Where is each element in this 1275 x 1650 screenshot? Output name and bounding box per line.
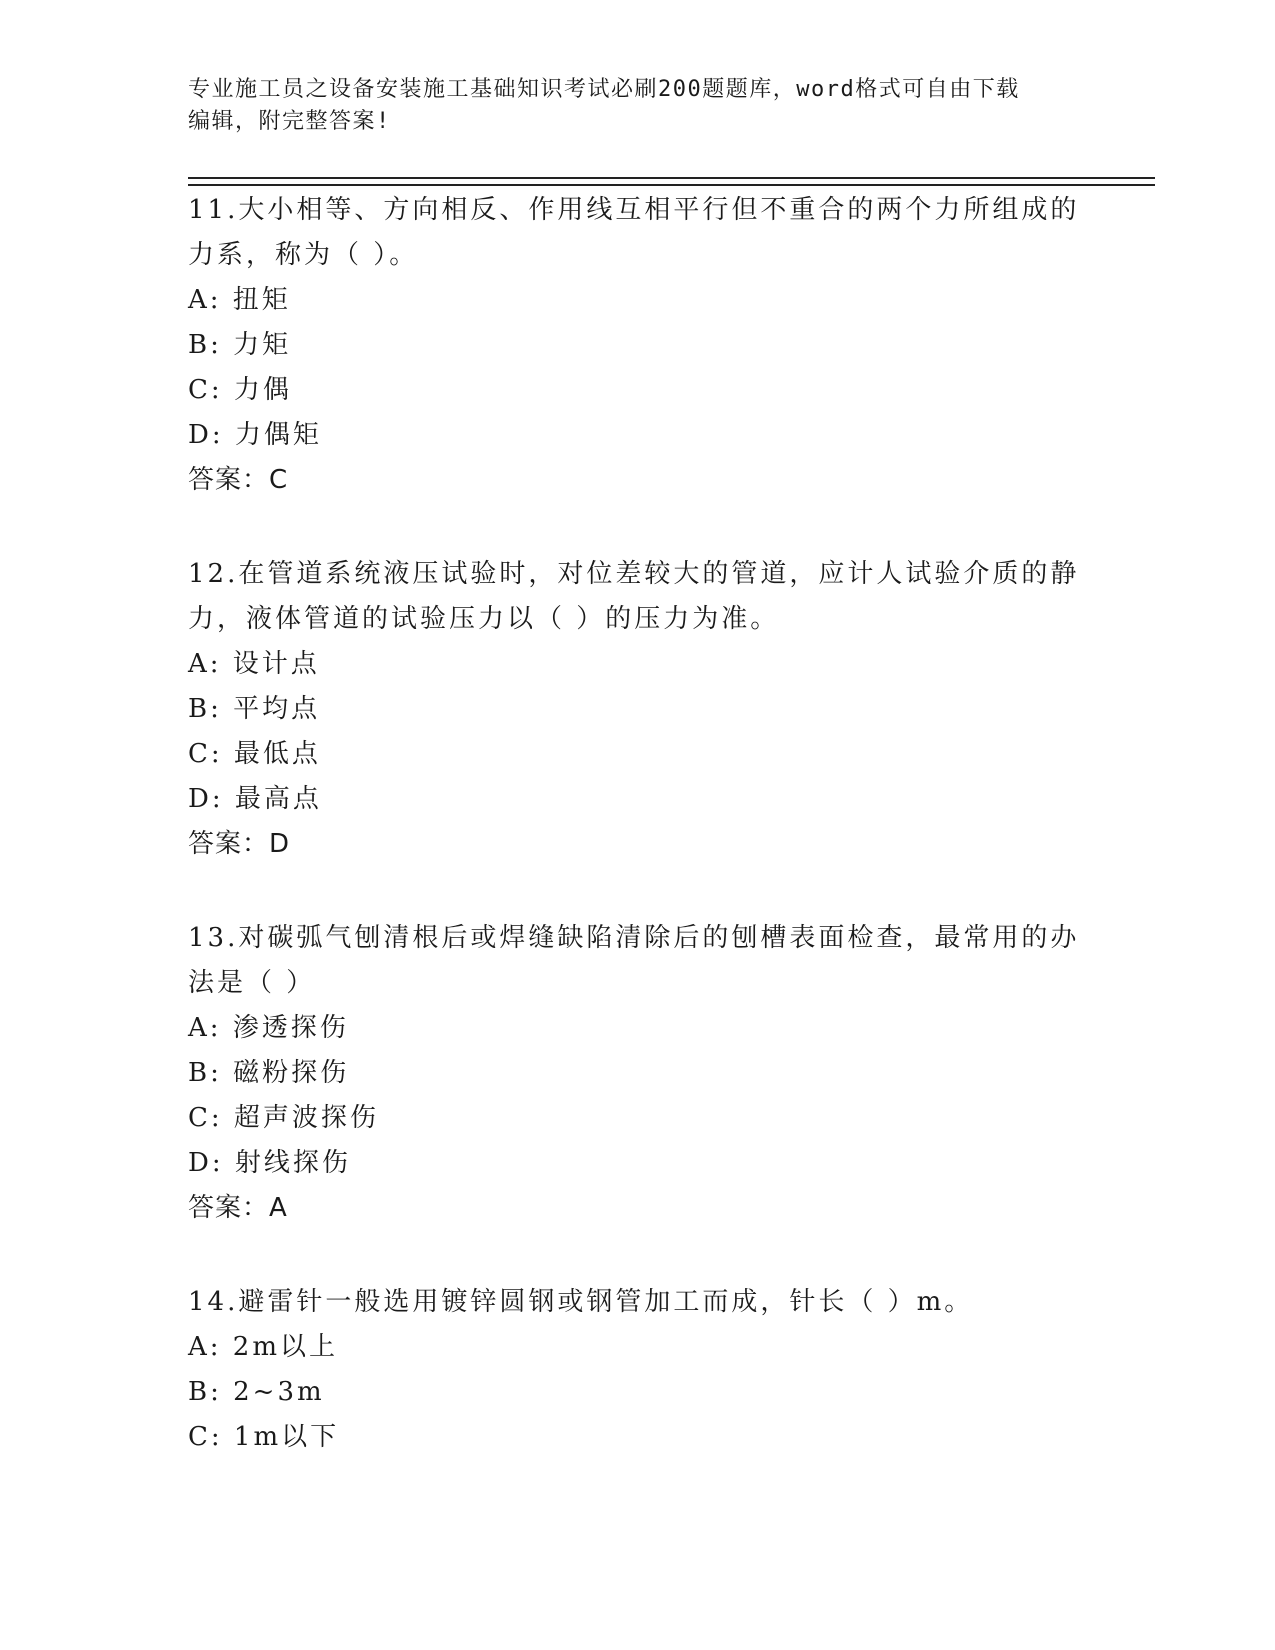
option-b: B: 力矩 [188,330,292,360]
header-divider-bottom [188,184,1155,186]
question-11 [188,188,1088,503]
document-header [188,74,1068,138]
question-12 [188,552,1088,867]
answer-line: 答案：D [188,829,291,859]
option-a: A: 渗透探伤 [188,1013,349,1043]
option-c: C: 力偶 [188,375,292,405]
header-line-1: 专业施工员之设备安装施工基础知识考试必刷200题题库，word格式可自由下载 [188,77,1020,102]
option-b: B: 磁粉探伤 [188,1058,350,1088]
option-a: A: 设计点 [188,649,320,679]
option-a: A: 2m以上 [188,1332,338,1362]
option-b: B: 平均点 [188,694,321,724]
question-stem-line: 力，液体管道的试验压力以（ ）的压力为准。 [188,604,780,634]
option-d: D: 力偶矩 [188,420,322,450]
option-c: C: 超声波探伤 [188,1103,379,1133]
header-line-2: 编辑，附完整答案! [188,109,391,134]
question-stem-line: 13.对碳弧气刨清根后或焊缝缺陷清除后的刨槽表面检查，最常用的办 [188,923,1080,953]
question-stem-line: 法是（ ） [188,968,316,998]
question-14 [188,1280,1088,1460]
option-d: D: 最高点 [188,784,322,814]
option-b: B: 2~3m [188,1377,325,1407]
question-stem-line: 14.避雷针一般选用镀锌圆钢或钢管加工而成，针长（ ）m。 [188,1287,974,1317]
answer-line: 答案：C [188,465,289,495]
option-c: C: 1m以下 [188,1422,340,1452]
option-a: A: 扭矩 [188,285,291,315]
question-13 [188,916,1088,1231]
question-stem-line: 力系，称为（ ）。 [188,240,419,270]
header-divider-top [188,177,1155,179]
question-stem-line: 11.大小相等、方向相反、作用线互相平行但不重合的两个力所组成的 [188,195,1080,225]
answer-line: 答案：A [188,1193,288,1223]
question-stem-line: 12.在管道系统液压试验时，对位差较大的管道，应计人试验介质的静 [188,559,1080,589]
option-c: C: 最低点 [188,739,321,769]
option-d: D: 射线探伤 [188,1148,351,1178]
